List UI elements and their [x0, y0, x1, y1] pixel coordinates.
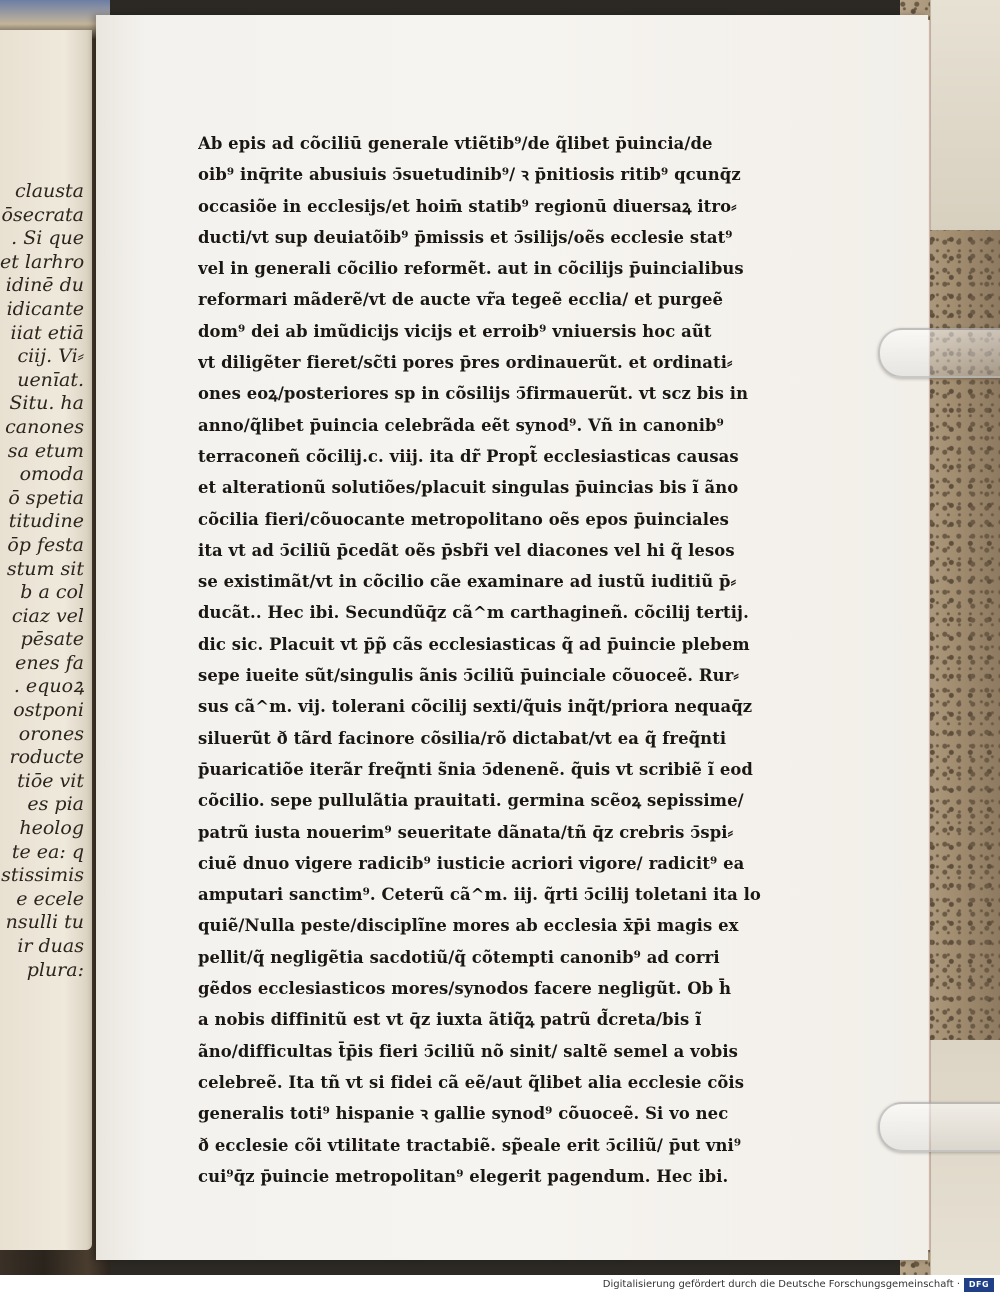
text-line: cui⁹q̄z p̄uincie metropolitan⁹ elegerit pagendum. Hec ibi. — [198, 1166, 729, 1186]
text-line: anno/q̃libet p̄uincia celebrãda eẽt synod⁹. Vñ in canonib⁹ — [198, 415, 724, 435]
text-line: ostponi — [13, 699, 84, 722]
text-line: b a col — [20, 581, 84, 604]
text-line: patrũ iusta nouerim⁹ seueritate dãnata/tñ q̄z crebris ↄ̄spi⸗ — [198, 822, 734, 842]
text-line: et alterationũ solutiões/placuit singulas p̄uincias bis ĩ ãno — [198, 478, 739, 498]
text-line: idicante — [6, 297, 84, 320]
text-line: canones — [5, 415, 84, 438]
page-clip-bottom — [878, 1102, 1000, 1152]
text-line: ciij. Vi⸗ — [17, 345, 84, 368]
text-line: ducti/vt sup deuiatõib⁹ p̄missis et ↄ̄silijs/oẽs ecclesie stat⁹ — [198, 227, 733, 247]
text-line: sa etum — [7, 439, 84, 462]
text-line: stissimis — [1, 864, 84, 887]
text-line: reformari mãderẽ/vt de aucte vr̃a tegeẽ ecclia/ et purgeẽ — [198, 290, 724, 310]
text-line: p̄uaricatiõe iterãr freq̃nti s̃nia ↄ̄denenẽ. q̃uis vt scribiẽ ĩ eod — [198, 759, 753, 779]
text-line: ciaz vel — [11, 604, 84, 627]
text-line: ita vt ad ↄ̄ciliũ p̄cedãt oẽs p̄sbr̃i vel diacones vel hi q̃ lesos — [198, 540, 735, 560]
page-clip-top — [878, 328, 1000, 378]
text-line: gẽdos ecclesiasticos mores/synodos facere negligũt. Ob h̄ — [198, 979, 732, 999]
text-line: sepe iueite sũt/singulis ãnis ↄ̄ciliũ p̄uinciale cõuoceẽ. Rur⸗ — [198, 666, 739, 686]
text-line: e ecele — [16, 887, 84, 910]
cover-corner-top — [930, 0, 1000, 230]
text-line: pellit/q̃ negligẽtia sacdotiũ/q̃ cõtempti canonib⁹ ad corri — [198, 947, 720, 967]
text-line: plura: — [26, 958, 84, 981]
text-line: pēsate — [20, 628, 84, 651]
text-line: ducãt.. Hec ibi. Secundũq̄z cã^m carthagineñ. cõcilij tertij. — [198, 603, 749, 623]
text-line: Situ. ha — [9, 392, 84, 415]
text-line: ōsecrata — [1, 203, 84, 226]
text-line: uenīat. — [17, 368, 84, 391]
text-line: enes fa — [15, 651, 84, 674]
text-line: . equoꝝ — [13, 675, 84, 698]
text-line: celebreẽ. Ita tñ vt si fidei cã eẽ/aut q̃libet alia ecclesie cõis — [198, 1072, 745, 1092]
text-line: es pia — [27, 793, 84, 816]
text-line: omoda — [19, 463, 84, 486]
left-facing-page — [0, 30, 92, 1250]
text-line: generalis toti⁹ hispanie ꝛ gallie synod⁹ cõuoceẽ. Si vo nec — [198, 1104, 729, 1124]
text-line: ãno/difficultas t̄p̄is fieri ↄ̄ciliũ nõ sinit/ saltẽ semel a vobis — [198, 1041, 739, 1061]
text-line: dic sic. Placuit vt p̄p̃ cãs ecclesiasticas q̃ ad p̄uincie plebem — [198, 634, 750, 654]
text-line: cõcilio. sepe pullulãtia prauitati. germina scẽoꝝ sepissime/ — [198, 791, 744, 811]
text-line: cõcilia fieri/cõuocante metropolitano oẽs epos p̄uinciales — [198, 509, 729, 529]
text-line: quiẽ/Nulla peste/disciplĩne mores ab ecclesia x̄p̄i magis ex — [198, 916, 739, 936]
text-line: nsulli tu — [5, 911, 84, 934]
text-line: idinē du — [5, 274, 84, 297]
text-line: roducte — [9, 746, 84, 769]
text-line: a nobis diffinitũ est vt q̄z iuxta ãtiq̃ꝝ patrũ d̃creta/bis ĩ — [198, 1010, 702, 1030]
text-line: vel in generali cõcilio reformẽt. aut in cõcilijs p̄uincialibus — [198, 259, 744, 279]
text-line: ō spetia — [8, 486, 84, 509]
text-line: se existimãt/vt in cõcilio cãe examinare ad iustũ iuditiũ p̄⸗ — [198, 572, 737, 592]
text-line: dom⁹ dei ab imũdicijs vicijs et erroib⁹ vniuersis hoc aũt — [198, 321, 712, 341]
text-line: ones eoꝝ/posteriores sp in cõsilijs ↄ̄firmauerũt. vt scz bis in — [198, 384, 749, 404]
credit-bar — [0, 1275, 1000, 1295]
text-line: amputari sanctim⁹. Ceterũ cã^m. iij. q̃rti ↄ̄cilij toletani ita lo — [198, 885, 761, 905]
text-line: titudine — [8, 510, 84, 533]
text-line: te ea: q — [11, 840, 84, 863]
main-page-text — [198, 128, 798, 1192]
dfg-logo[interactable]: DFG — [964, 1278, 994, 1292]
text-line: orones — [18, 722, 84, 745]
left-page-text — [0, 180, 92, 982]
cover-corner-bottom — [930, 1040, 1000, 1275]
text-line: oib⁹ inq̄rite abusiuis ↄ̄suetudinib⁹/ ꝛ p̄nitiosis ritib⁹ qcunq̄z — [198, 165, 741, 185]
text-line: siluerũt ð tãrd facinore cõsilia/rõ dictabat/vt ea q̃ freq̃nti — [198, 728, 727, 748]
text-line: tiōe vit — [17, 769, 84, 792]
text-line: ð ecclesie cõi vtilitate tractabiẽ. sp̃eale erit ↄ̄ciliũ/ p̄ut vni⁹ — [198, 1135, 742, 1155]
text-line: stum sit — [6, 557, 84, 580]
digitization-credit[interactable]: Digitalisierung gefördert durch die Deutsche Forschungsgemeinschaft · — [602, 1279, 960, 1290]
text-line: occasiõe in ecclesijs/et hoim̄ statib⁹ regionū diuersaꝝ itro⸗ — [198, 196, 737, 216]
text-line: ir duas — [17, 935, 84, 957]
text-line: terraconeñ cõcilij.c. viij. ita dr̃ Propt̃ ecclesiasticas causas — [198, 446, 739, 466]
text-line: ciuẽ dnuo vigere radicib⁹ iusticie acriori vigore/ radicit⁹ ea — [198, 853, 745, 873]
text-line: clausta — [15, 180, 84, 202]
text-line: sus cã^m. vij. tolerani cõcilij sexti/q̃uis inq̃t/priora nequaq̄z — [198, 697, 753, 717]
text-line: vt diligẽter fieret/sc̃ti pores p̄res ordinauerũt. et ordinati⸗ — [198, 353, 733, 373]
text-line: et larhro — [0, 250, 85, 273]
text-line: ōp festa — [7, 533, 84, 556]
text-line: Ab epis ad cõciliū generale vtiẽtib⁹/de q̃libet p̄uincia/de — [198, 134, 713, 153]
text-line: . Si que — [11, 227, 84, 250]
text-line: heolog — [19, 817, 84, 840]
text-line: iiat etiā — [10, 321, 84, 344]
